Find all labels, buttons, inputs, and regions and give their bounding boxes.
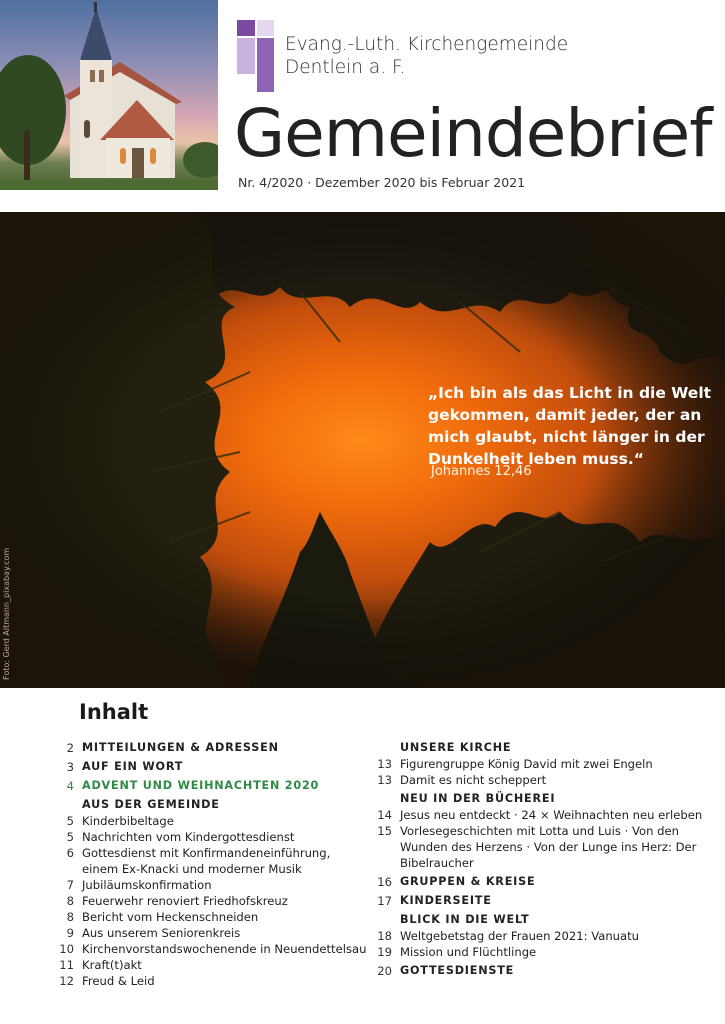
toc-entry-text: Nachrichten vom Kindergottesdienst [82, 830, 295, 844]
toc-entry[interactable] [50, 740, 370, 756]
toc-entry-text: Freud & Leid [82, 974, 155, 988]
toc-entry[interactable] [50, 941, 370, 957]
toc-entry[interactable] [50, 759, 370, 775]
toc-page-number: 16 [377, 875, 392, 889]
toc-page-number: 4 [66, 779, 74, 793]
toc-entry-text: ADVENT UND WEIHNACHTEN 2020 [82, 779, 320, 792]
bible-quote [428, 382, 718, 470]
toc-page-number [50, 797, 74, 813]
toc-page-number: 10 [59, 942, 74, 956]
toc-page-number: 11 [59, 958, 74, 972]
toc-page-number: 13 [377, 773, 392, 787]
toc-entry[interactable] [50, 893, 370, 909]
toc-entry[interactable] [50, 845, 370, 861]
toc-page-number: 17 [377, 894, 392, 908]
toc-entry-text: UNSERE KIRCHE [400, 741, 512, 754]
toc-entry-text: GRUPPEN & KREISE [400, 875, 536, 888]
toc-entry-text: KINDERSEITE [400, 894, 492, 907]
toc-entry[interactable] [50, 925, 370, 941]
toc-page-number: 19 [377, 945, 392, 959]
toc-entry-text: Jesus neu entdeckt · 24 × Weihnachten neu erleben [400, 808, 703, 822]
toc-section-heading [50, 797, 370, 813]
toc-page-number [368, 791, 392, 807]
toc-entry[interactable] [50, 813, 370, 829]
photo-credit: Foto: Gerd Altmann_pixabay.com [2, 547, 11, 680]
church-illustration [0, 0, 218, 190]
toc-page-number: 5 [66, 830, 74, 844]
toc-heading: Inhalt [79, 700, 149, 724]
toc-page-number [368, 740, 392, 756]
quote-line-2: gekommen, damit jeder, der an [428, 406, 702, 424]
toc-page-number: 7 [66, 878, 74, 892]
quote-line-3: mich glaubt, nicht länger in der [428, 428, 705, 446]
toc-entry-text: Gottesdienst mit Konfirmandeneinführung, [82, 846, 331, 860]
toc-page-number: 6 [66, 846, 74, 860]
toc-entry-continuation [368, 839, 718, 855]
toc-entry[interactable] [50, 973, 370, 989]
toc-entry-text: Kraft(t)akt [82, 958, 142, 972]
toc-section-heading [368, 912, 718, 928]
toc-entry[interactable] [368, 963, 718, 979]
toc-entry-text: einem Ex-Knacki und moderner Musik [82, 862, 302, 876]
toc-page-number: 15 [377, 824, 392, 838]
quote-line-4: Dunkelheit leben muss.“ [428, 450, 644, 468]
toc-entry[interactable] [368, 807, 718, 823]
toc-page-number [368, 839, 392, 855]
toc-page-number: 8 [66, 910, 74, 924]
toc-page-number: 18 [377, 929, 392, 943]
toc-entry-text: Damit es nicht scheppert [400, 773, 547, 787]
toc-entry-text: AUF EIN WORT [82, 760, 184, 773]
church-photo [0, 0, 218, 190]
parish-line-1: Evang.-Luth. Kirchengemeinde [285, 34, 569, 55]
toc-entry[interactable] [50, 778, 370, 794]
toc-page-number: 3 [66, 760, 74, 774]
issue-info: Nr. 4/2020 · Dezember 2020 bis Februar 2021 [238, 175, 526, 190]
quote-line-1: „Ich bin als das Licht in die Welt [428, 384, 712, 402]
toc-entry-text: Wunden des Herzens · Von der Lunge ins Herz: Der [400, 840, 697, 854]
toc-entry-text: Feuerwehr renoviert Friedhofskreuz [82, 894, 288, 908]
toc-page-number: 8 [66, 894, 74, 908]
toc-entry[interactable] [368, 772, 718, 788]
toc-entry-text: Bericht vom Heckenschneiden [82, 910, 259, 924]
toc-entry-text: Aus unserem Seniorenkreis [82, 926, 241, 940]
toc-entry[interactable] [368, 893, 718, 909]
toc-page-number: 13 [377, 757, 392, 771]
toc-entry-text: Vorlesegeschichten mit Lotta und Luis · Von den [400, 824, 679, 838]
toc-entry-continuation [368, 855, 718, 871]
toc-page-number [50, 861, 74, 877]
toc-entry-text: BLICK IN DIE WELT [400, 913, 530, 926]
toc-entry-text: MITTEILUNGEN & ADRESSEN [82, 741, 279, 754]
toc-entry[interactable] [50, 957, 370, 973]
toc-page-number: 2 [66, 741, 74, 755]
toc-section-heading [368, 740, 718, 756]
toc-page-number: 12 [59, 974, 74, 988]
page-title: Gemeindebrief [234, 95, 712, 172]
toc-page-number: 9 [66, 926, 74, 940]
parish-logo [237, 20, 277, 92]
parish-line-2: Dentlein a. F. [285, 57, 406, 78]
toc-entry[interactable] [368, 944, 718, 960]
toc-right-column [368, 740, 718, 979]
toc-entry-text: Bibelraucher [400, 856, 474, 870]
toc-entry[interactable] [368, 874, 718, 890]
toc-entry-text: Kinderbibeltage [82, 814, 174, 828]
toc-page-number: 14 [377, 808, 392, 822]
quote-reference: Johannes 12,46 [431, 464, 532, 479]
toc-entry-text: GOTTESDIENSTE [400, 964, 515, 977]
toc-entry[interactable] [50, 829, 370, 845]
toc-entry-text: NEU IN DER BÜCHEREI [400, 792, 556, 805]
toc-entry-text: Kirchenvorstandswochenende in Neuendettelsau [82, 942, 367, 956]
toc-page-number: 5 [66, 814, 74, 828]
toc-left-column [50, 740, 370, 989]
toc-entry-text: Jubiläumskonfirmation [82, 878, 212, 892]
toc-entry-continuation [50, 861, 370, 877]
toc-entry[interactable] [368, 928, 718, 944]
toc-entry-text: Figurengruppe König David mit zwei Engeln [400, 757, 653, 771]
toc-entry-text: AUS DER GEMEINDE [82, 798, 220, 811]
toc-page-number [368, 912, 392, 928]
parish-name [285, 33, 705, 79]
toc-section-heading [368, 791, 718, 807]
toc-entry[interactable] [50, 909, 370, 925]
toc-page-number: 20 [377, 964, 392, 978]
toc-entry-text: Weltgebetstag der Frauen 2021: Vanuatu [400, 929, 640, 943]
toc-entry[interactable] [368, 756, 718, 772]
toc-entry[interactable] [368, 823, 718, 839]
toc-entry[interactable] [50, 877, 370, 893]
toc-page-number [368, 855, 392, 871]
toc-entry-text: Mission und Flüchtlinge [400, 945, 537, 959]
